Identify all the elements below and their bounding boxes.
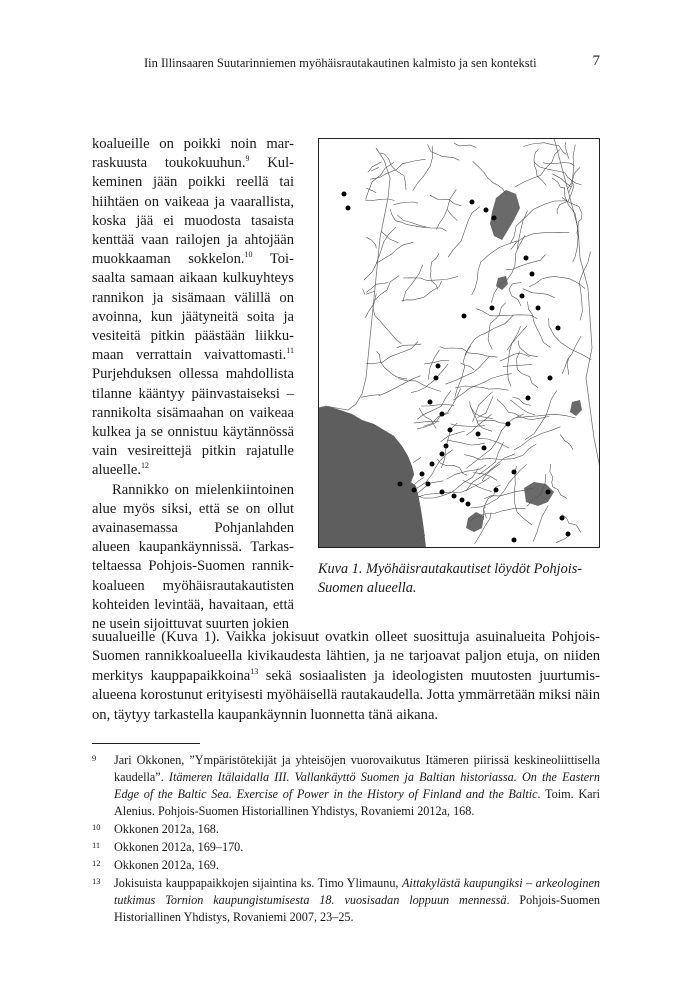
site-marker: [530, 272, 535, 277]
site-marker: [460, 498, 465, 503]
site-marker: [466, 502, 471, 507]
footnote-ref[interactable]: 13: [250, 666, 259, 676]
footnote-text: . Pohjois-Suomen Historiallinen Yhdistys, Rovaniemi 2007, 23–25.: [114, 893, 600, 924]
page-number: 7: [592, 53, 600, 69]
text-run: Purjehduksen ollessa mahdollista tilanne kääntyy päinvastaiseksi – rannikolta sisämaahan on vaikeaa kulkea ja se onnistuu käytännössä vain vesireittejä pitkin rajatulle alueelle.: [92, 366, 294, 479]
body-paragraph: [92, 135, 294, 481]
site-marker: [512, 538, 517, 543]
text-run: suualueille (Kuva 1). Vaikka jokisuut ovatkin olleet suosittuja asuinalueita Pohjois-Suomen rannikkoalueella kivikaudesta lähtien, ja ne tarjoavat paljon etuja, on niiden merkitys kauppapaikkoina: [92, 629, 600, 684]
footnote-text: Jokisuista kauppapaikkojen sijaintina ks. Timo Ylimaunu,: [114, 876, 402, 890]
figure-map: [318, 138, 600, 548]
site-marker: [484, 208, 489, 213]
left-text-column: [92, 135, 294, 634]
footnote-ref[interactable]: 11: [286, 346, 294, 356]
footnote-text: Okkonen 2012a, 168.: [114, 822, 219, 836]
site-marker: [430, 462, 435, 467]
footnote: [92, 752, 600, 820]
footnote-text: Itämeren Itälaidalla III. Vallankäyttö Suomen ja Baltian historiassa. On the Eastern Edge of the Baltic Sea. Exercise of Power in the History of Finland and the Baltic: [114, 770, 600, 801]
site-marker: [398, 482, 403, 487]
site-marker: [452, 494, 457, 499]
site-marker: [470, 200, 475, 205]
site-marker: [426, 482, 431, 487]
map-finland-north: [318, 138, 600, 548]
site-marker: [546, 490, 551, 495]
footnote: [92, 839, 600, 856]
site-marker: [492, 216, 497, 221]
site-marker: [440, 490, 445, 495]
figure-caption: Kuva 1. Myöhäisrautakautiset löydöt Pohjois-Suomen alueella.: [318, 561, 583, 596]
site-marker: [440, 412, 445, 417]
footnote-number: 10: [92, 822, 101, 832]
footnote-separator: [92, 743, 200, 744]
site-marker: [506, 422, 511, 427]
site-marker: [342, 192, 347, 197]
site-marker: [482, 446, 487, 451]
site-marker: [428, 400, 433, 405]
text-run: Kulkeminen jään poikki reellä tai hiihtäen on vaikeaa ja vaarallista, koska jää ei muodosta tasaista kenttää vaan railojen ja ahtojään muokkaaman sokkelon.: [92, 155, 294, 268]
site-marker: [420, 472, 425, 477]
running-title: Iin Illinsaaren Suutarinniemen myöhäisrautakautinen kalmisto ja sen konteksti: [144, 56, 537, 70]
body-paragraph: Rannikko on mielenkiintoinen alue myös siksi, että se on ollut avainasemassa Pohjanlahden alueen kaupankäynnissä. Tarkasteltaessa Pohjois-Suomen rannikkoalueen myöhäisrautakautisten kohteiden levintää, havaitaan, että ne usein sijoittuvat suurten jokien: [92, 481, 294, 633]
footnote: [92, 857, 600, 874]
site-marker: [490, 306, 495, 311]
site-marker: [526, 396, 531, 401]
site-marker: [476, 432, 481, 437]
site-marker: [462, 314, 467, 319]
footnote-text: Jari Okkonen, ”Ympäristötekijät ja yhteisöjen vuorovaikutus Itämeren piirissä keskineoliittisella kaudella”.: [114, 753, 600, 784]
text-run: koalueille on poikki noin marraskuusta toukokuuhun.: [92, 136, 294, 172]
site-marker: [444, 444, 449, 449]
running-header: [92, 54, 600, 74]
site-marker: [536, 306, 541, 311]
site-marker: [556, 326, 561, 331]
footnote-text: Okkonen 2012a, 169.: [114, 858, 219, 872]
site-marker: [346, 206, 351, 211]
footnote: [92, 875, 600, 926]
site-marker: [548, 376, 553, 381]
footnote-text: Aittakylästä kaupungiksi – arkeologinen tutkimus Tornion kaupungistumisesta 18. vuosisadan loppuun mennessä: [114, 876, 600, 907]
site-marker: [560, 516, 565, 521]
footnote-number: 13: [92, 876, 101, 886]
site-marker: [494, 488, 499, 493]
footnote-text: . Toim. Kari Alenius. Pohjois-Suomen Historiallinen Yhdistys, Rovaniemi 2012a, 168.: [114, 787, 600, 818]
footnote-number: 11: [92, 840, 101, 850]
site-marker: [434, 376, 439, 381]
body-paragraph-full-width: [92, 628, 600, 725]
footnote-ref[interactable]: 12: [141, 461, 150, 471]
site-marker: [520, 294, 525, 299]
footnote-text: Okkonen 2012a, 169–170.: [114, 840, 244, 854]
site-marker: [440, 452, 445, 457]
footnote-ref[interactable]: 9: [245, 154, 250, 164]
footnotes: [92, 752, 600, 927]
site-marker: [512, 470, 517, 475]
footnote-ref[interactable]: 10: [244, 250, 253, 260]
site-marker: [524, 256, 529, 261]
footnote: [92, 821, 600, 838]
text-run: Toisaalta samaan aikaan kulkuyhteys rannikon ja sisämaan välillä on avoinna, kun jäätyneitä soita ja vesiteitä pitkin päästään liikkumaan verrattain vaivattomasti.: [92, 251, 294, 364]
text-run: sekä sosiaalisten ja ideologisten muutosten juurtumisalueena korostunut erityisesti myöhäisellä rautakaudella. Jotta ymmärretään miksi näin on, täytyy tarkastella kaupankäynnin luonnetta tänä aikana.: [92, 667, 600, 723]
site-marker: [412, 488, 417, 493]
site-marker: [448, 428, 453, 433]
footnote-number: 9: [92, 753, 97, 763]
site-marker: [566, 532, 571, 537]
site-marker: [436, 364, 441, 369]
footnote-number: 12: [92, 858, 101, 868]
